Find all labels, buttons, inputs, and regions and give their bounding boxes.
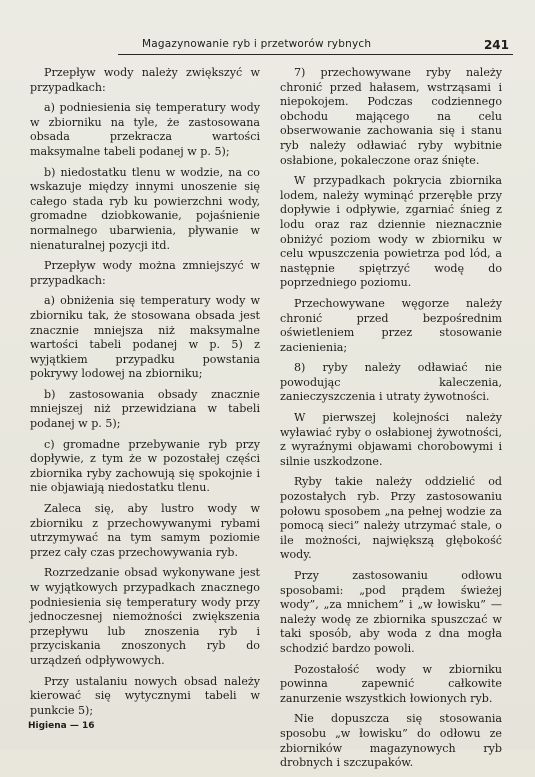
paragraph: Rozrzedzanie obsad wykonywane jest w wyjątkowych przypadkach znacznego podniesienia się temperatury wody przy jednoczesnej niemożności zwiększenia przepływu lub znoszenia ryb i przyciskania znoszonych ryb do urządzeń odpływowych.	[30, 566, 260, 667]
paragraph: Zaleca się, aby lustro wody w zbiorniku z przechowywanymi rybami utrzymywać na tym samym poziomie przez cały czas przechowywania ryb.	[30, 502, 260, 559]
paragraph: Przepływ wody należy zwiększyć w przypadkach:	[30, 66, 260, 94]
paragraph: W pierwszej kolejności należy wyławiać ryby o osłabionej żywotności, z wyraźnymi objawami chorobowymi i silnie uszkodzone.	[280, 411, 502, 468]
right-column	[280, 66, 502, 777]
paragraph: 7) przechowywane ryby należy chronić przed hałasem, wstrząsami i niepokojem. Podczas codziennego obchodu mającego na celu obserwowanie zachowania się i stanu ryb należy odławiać ryby wybitnie osłabione, pokaleczone oraz śnięte.	[280, 66, 502, 167]
paragraph: Przy zastosowaniu odłowu sposobami: „pod prądem świeżej wody”, „za mnichem” i „w łowisku” — należy wodę ze zbiornika spuszczać w taki sposób, aby woda z dna mogła schodzić bardzo powoli.	[280, 569, 502, 655]
paragraph: Przepływ wody można zmniejszyć w przypadkach:	[30, 259, 260, 287]
paragraph: W przypadkach pokrycia zbiornika lodem, należy wyminąć przerębłe przy dopływie i odpływie, zgarniać śnieg z lodu oraz raz dziennie nieznacznie obniżyć poziom wody w zbiorniku w celu wpuszczenia powietrza pod lód, a następnie spiętrzyć wodę do poprzedniego poziomu.	[280, 174, 502, 290]
paragraph: Ryby takie należy oddzielić od pozostałych ryb. Przy zastosowaniu połowu sposobem „na pełnej wodzie za pomocą sieci” należy utrzymać stale, o ile możności, największą głębokość wody.	[280, 475, 502, 562]
running-header	[118, 36, 513, 55]
paragraph: a) podniesienia się temperatury wody w zbiorniku na tyle, że zastosowana obsada przekracza wartości maksymalne tabeli podanej w p. 5);	[30, 101, 260, 158]
paragraph: Pozostałość wody w zbiorniku powinna zapewnić całkowite zanurzenie wszystkich łowionych ryb.	[280, 662, 502, 705]
paragraph: b) niedostatku tlenu w wodzie, na co wskazuje między innymi unoszenie się całego stada ryb ku powierzchni wody, gromadne dziobkowanie, pojaśnienie normalnego ubarwienia, pływanie w nienaturalnej pozycji itd.	[30, 165, 260, 252]
page-number: 241	[483, 38, 509, 52]
left-column	[30, 66, 260, 724]
paragraph: 8) ryby należy odławiać nie powodując kaleczenia, zanieczyszczenia i utraty żywotności.	[280, 361, 502, 404]
paragraph: c) gromadne przebywanie ryb przy dopływie, z tym że w pozostałej części zbiornika ryby zachowują się spokojnie i nie objawiają niedostatku tlenu.	[30, 437, 260, 495]
paragraph: Przechowywane węgorze należy chronić przed bezpośrednim oświetleniem przez stosowanie zacienienia;	[280, 296, 502, 354]
paragraph: a) obniżenia się temperatury wody w zbiorniku tak, że stosowana obsada jest znacznie mniejsza niż maksymalne wartości tabeli podanej w p. 5) z wyjątkiem przypadku powstania pokrywy lodowej na zbiorniku;	[30, 294, 260, 381]
header-title: Magazynowanie ryb i przetworów rybnych	[142, 38, 372, 50]
signature-footer: Higiena — 16	[28, 721, 95, 731]
paragraph: Przy ustalaniu nowych obsad należy kierować się wytycznymi tabeli w punkcie 5);	[30, 674, 260, 717]
paragraph: b) zastosowania obsady znacznie mniejszej niż przewidziana w tabeli podanej w p. 5);	[30, 387, 260, 431]
paragraph: Nie dopuszcza się stosowania sposobu „w łowisku” do odłowu ze zbiorników magazynowych ryb drobnych i szczupaków.	[280, 712, 502, 770]
